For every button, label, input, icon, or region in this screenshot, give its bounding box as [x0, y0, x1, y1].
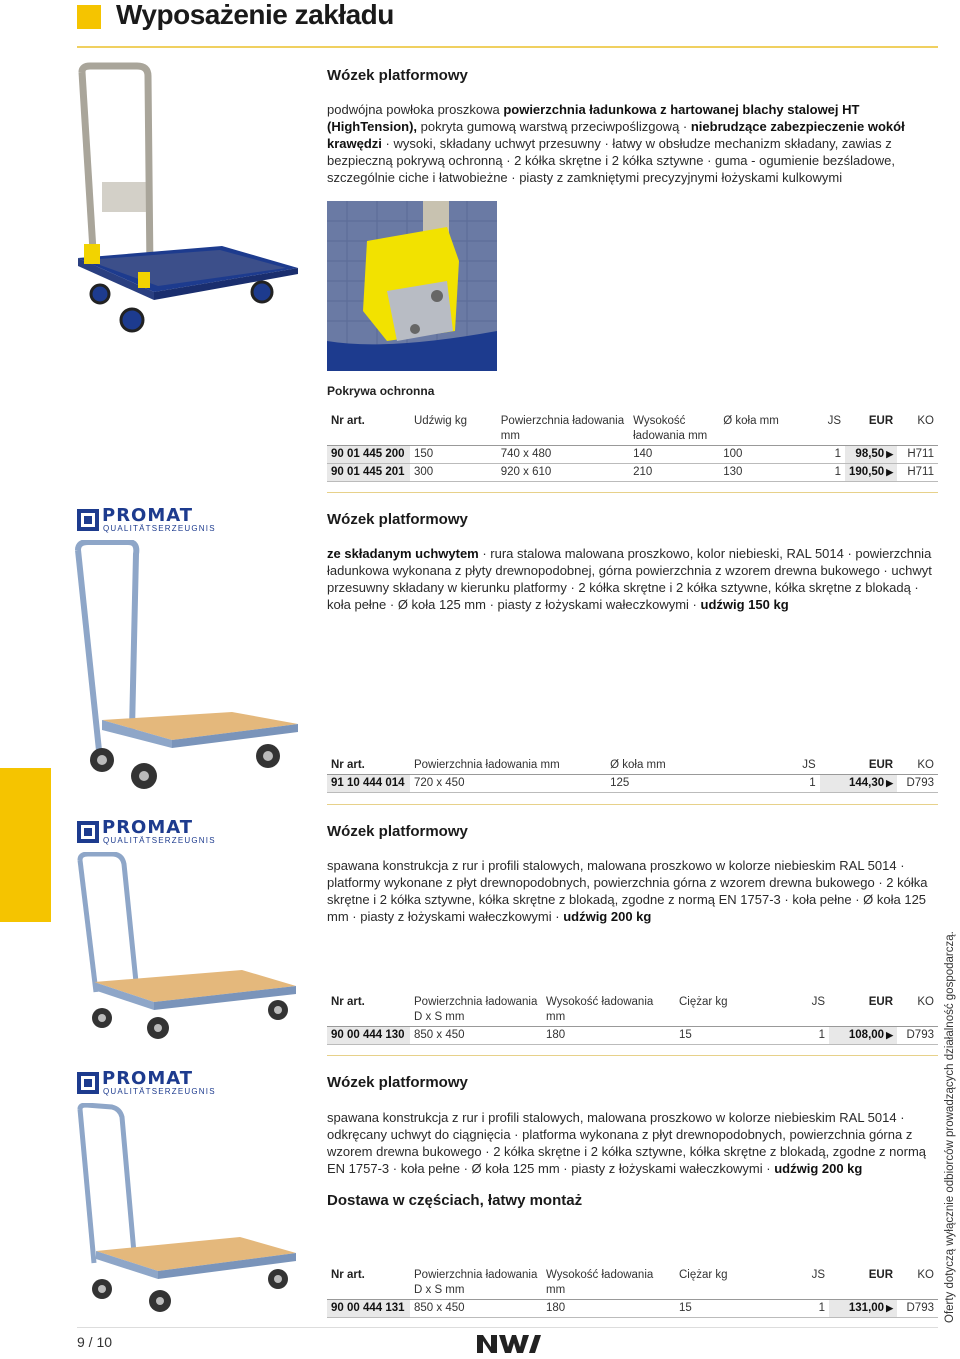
article-number: 90 01 445 201 [327, 464, 410, 482]
page-number: 9 / 10 [77, 1334, 113, 1350]
product-image-hinge-cover [327, 201, 497, 371]
col-header-wheel-diameter: Ø koła mm [723, 415, 779, 427]
section-divider [327, 804, 938, 805]
footer-rule [77, 1327, 938, 1328]
col-header-wheel-diameter: Ø koła mm [610, 759, 666, 771]
arrow-right-icon: ▶ [886, 467, 894, 477]
section-2-spec-table [327, 757, 938, 793]
capacity: 300 [413, 466, 434, 478]
product-image-trolley-3 [72, 852, 302, 1042]
arrow-right-icon: ▶ [886, 778, 894, 788]
footer-logo-icon [477, 1335, 541, 1353]
loading-height: 210 [633, 466, 653, 478]
side-note: Oferty dotyczą wyłącznie odbiorców prowadzących działalność gospodarczą. [944, 931, 956, 1323]
price-eur: 98,50 ▶ [845, 446, 897, 464]
col-header-weight: Ciężar kg [679, 1269, 728, 1281]
ko-code: H711 [907, 448, 934, 460]
arrow-right-icon: ▶ [886, 1030, 893, 1040]
table-row [327, 1027, 938, 1045]
arrow-right-icon: ▶ [886, 449, 894, 459]
col-header-ko: KO [917, 1269, 934, 1281]
ko-code: D793 [906, 1029, 934, 1041]
page-title: Wyposażenie zakładu [116, 0, 394, 30]
promat-logo: PROMAT QUALITÄTSERZEUGNIS [77, 508, 222, 534]
col-header-loading-area: Powierzchnia ładowania D x S mm [414, 996, 538, 1023]
col-header-eur: EUR [868, 759, 894, 771]
section-4-spec-table [327, 1267, 938, 1318]
section-4-subheading: Dostawa w częściach, łatwy montaż [327, 1192, 583, 1209]
article-number: 90 00 444 131 [327, 1300, 410, 1318]
table-row [327, 464, 938, 482]
wheel-diameter: 125 [610, 777, 630, 789]
js: 1 [809, 777, 816, 789]
col-header-loading-area: Powierzchnia ładowania mm [500, 415, 625, 442]
table-row [327, 775, 938, 793]
col-header-article-no: Nr art. [331, 759, 365, 771]
col-header-article-no: Nr art. [331, 996, 365, 1008]
section-3-spec-table [327, 994, 938, 1045]
table-row [327, 1300, 938, 1318]
js: 1 [818, 1302, 825, 1314]
wheel-diameter: 130 [723, 466, 743, 478]
header-accent-square [77, 5, 101, 29]
section-1-title: Wózek platformowy [327, 67, 468, 84]
col-header-capacity: Udźwig kg [413, 415, 468, 427]
col-header-article-no: Nr art. [331, 415, 365, 427]
loading-area: 850 x 450 [414, 1029, 465, 1041]
section-3-title: Wózek platformowy [327, 823, 468, 840]
col-header-js: JS [802, 759, 816, 771]
table-row [327, 446, 938, 464]
section-4-description: spawana konstrukcja z rur i profili stalowych, malowana proszkowo w kolorze niebieskim RAL 5014 · odkręcany uchwyt do ciągnięcia · platforma wykonana z płyt drewnopodobnych, powierzchnia górna z wzorem drewna bukowego · 2 kółka skrętne i 2 kółka sztywne, kółka skrętne z blokadą, zgodne z normą EN 1757-3 · koła pełne · Ø koła 125 mm · piasty z łożyskami wałeczkowymi · udźwig 200 kg [327, 1110, 927, 1176]
col-header-loading-height: Wysokość ładowania mm [546, 1269, 654, 1296]
col-header-js: JS [811, 1269, 825, 1281]
js: 1 [834, 466, 842, 478]
col-header-eur: EUR [868, 1269, 893, 1281]
loading-height: 180 [546, 1029, 566, 1041]
col-header-ko: KO [917, 759, 934, 771]
product-image-trolley-1 [72, 62, 302, 337]
loading-area: 740 x 480 [500, 448, 552, 460]
capacity: 150 [413, 448, 434, 460]
section-2-title: Wózek platformowy [327, 511, 468, 528]
col-header-js: JS [811, 996, 825, 1008]
promat-logo: PROMAT QUALITÄTSERZEUGNIS [77, 1071, 222, 1097]
price-eur: 108,00 ▶ [829, 1027, 897, 1045]
loading-area: 720 x 450 [413, 777, 465, 789]
js: 1 [834, 448, 842, 460]
section-1-spec-table [327, 413, 938, 482]
product-image-trolley-2 [72, 540, 302, 795]
price-eur: 190,50 ▶ [845, 464, 897, 482]
col-header-article-no: Nr art. [331, 1269, 365, 1281]
section-3-description: spawana konstrukcja z rur i profili stalowych, malowana proszkowo w kolorze niebieskim RAL 5014 · platformy wykonane z płyt drewnopodobnych, powierzchnia górna z wzorem drewna bukowego · 2 kółka skrętne i 2 kółka sztywne, kółka skrętne z blokadą, zgodne z normą EN 1757-3 · koła pełne · Ø koła 125 mm · piasty z łożyskami wałeczkowymi · udźwig 200 kg [327, 858, 928, 924]
header-rule [77, 46, 938, 48]
col-header-eur: EUR [868, 996, 893, 1008]
js: 1 [818, 1029, 825, 1041]
loading-height: 140 [633, 448, 653, 460]
ko-code: H711 [907, 466, 934, 478]
side-accent-bar [0, 768, 51, 922]
wheel-diameter: 100 [723, 448, 743, 460]
weight: 15 [679, 1302, 692, 1314]
product-image-trolley-4 [72, 1103, 302, 1318]
ko-code: D793 [906, 1302, 934, 1314]
price-eur: 131,00 ▶ [829, 1300, 897, 1318]
col-header-loading-area: Powierzchnia ładowania mm [413, 759, 560, 771]
col-header-loading-area: Powierzchnia ładowania D x S mm [414, 1269, 538, 1296]
ko-code: D793 [906, 777, 934, 789]
section-1-description: podwójna powłoka proszkowa powierzchnia ładunkowa z hartowanej blachy stalowej HT (HighTension), pokryta gumową warstwą przeciwpoślizgową · niebrudzące zabezpieczenie wokół krawędzi · wysoki, składany uchwyt przesuwny · łatwy w obsłudze mechanizm składany, zawias z bezpieczną pokrywą ochronną · 2 kółka skrętne i 2 kółka sztywne · guma - ogumienie bezśladowe, szczególnie ciche i łatwobieżne · piasty z zamkniętymi precyzyjnymi łożyskami kulkowymi [327, 102, 905, 185]
article-number: 90 00 444 130 [327, 1027, 410, 1045]
col-header-weight: Ciężar kg [679, 996, 728, 1008]
article-number: 91 10 444 014 [327, 775, 410, 793]
col-header-js: JS [827, 415, 842, 427]
col-header-loading-height: Wysokość ładowania mm [546, 996, 654, 1023]
arrow-right-icon: ▶ [886, 1303, 893, 1313]
col-header-ko: KO [917, 996, 934, 1008]
image-caption-protective-cover: Pokrywa ochronna [327, 384, 435, 398]
article-number: 90 01 445 200 [327, 446, 410, 464]
loading-height: 180 [546, 1302, 566, 1314]
col-header-ko: KO [917, 415, 934, 427]
section-divider [327, 492, 938, 493]
section-divider [327, 1055, 938, 1056]
section-4-title: Wózek platformowy [327, 1074, 468, 1091]
weight: 15 [679, 1029, 692, 1041]
loading-area: 850 x 450 [414, 1302, 465, 1314]
col-header-loading-height: Wysokość ładowania mm [633, 415, 708, 442]
promat-logo: PROMAT QUALITÄTSERZEUGNIS [77, 820, 222, 846]
loading-area: 920 x 610 [500, 466, 552, 478]
section-2-description: ze składanym uchwytem · rura stalowa malowana proszkowo, kolor niebieski, RAL 5014 · powierzchnia ładunkowa wykonana z płyty drewnopodobnej, górna powierzchnia z wzorem drewna bukowego · uchwyt przesuwny składany w kierunku platformy · 2 kółka skrętne i 2 kółka sztywne, kółka skrętne z blokadą · koła pełne · Ø koła 125 mm · piasty z łożyskami wałeczkowymi · udźwig 150 kg [327, 546, 932, 612]
col-header-eur: EUR [868, 415, 894, 427]
price-eur: 144,30 ▶ [820, 775, 897, 793]
